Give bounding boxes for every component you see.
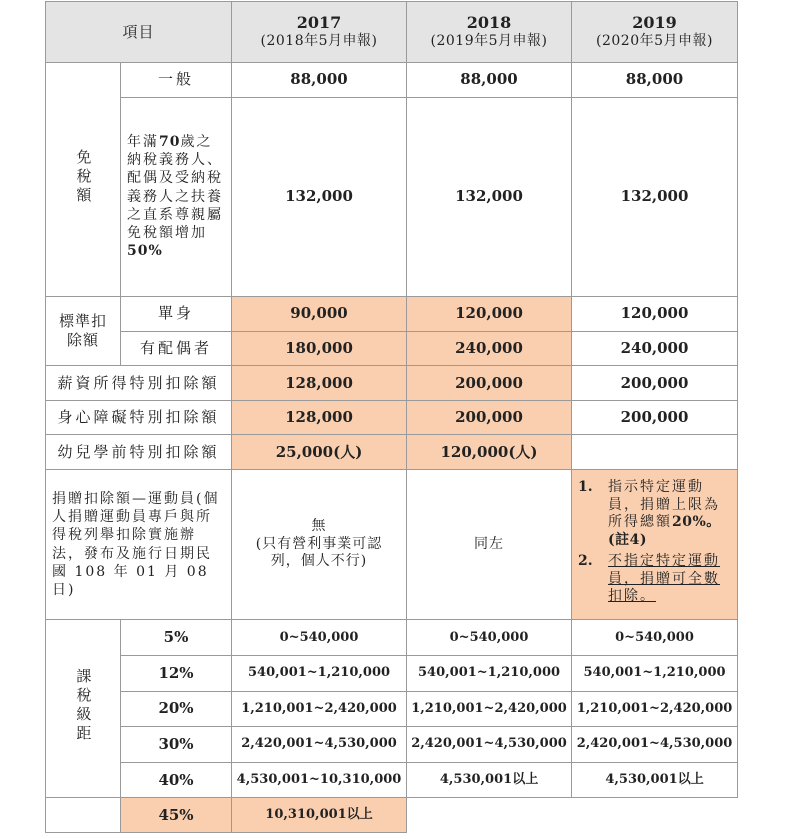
standard-single-label: 單身 xyxy=(121,296,232,331)
donation-2017-note: (只有營利事業可認列，個人不行) xyxy=(255,535,383,570)
bracket-row-top xyxy=(46,798,738,833)
bracket-row xyxy=(46,655,738,691)
disability-2018: 200,000 xyxy=(407,400,572,435)
standard-married-row xyxy=(46,331,738,366)
standard-single-2019: 120,000 xyxy=(572,296,738,331)
bracket-2019: 540,001~1,210,000 xyxy=(572,655,738,691)
disability-row xyxy=(46,400,738,435)
donation-2017-main: 無 xyxy=(311,518,327,535)
bracket-row xyxy=(46,691,738,727)
bracket-2018: 0~540,000 xyxy=(407,620,572,656)
standard-married-label: 有配偶者 xyxy=(121,331,232,366)
salary-2017: 128,000 xyxy=(232,366,407,401)
donation-label: 捐贈扣除額—運動員(個人捐贈運動員專戶與所得稅列舉扣除實施辦法，發布及施行日期民國 108 年 01 月 08 日) xyxy=(46,469,232,620)
preschool-2018: 120,000(人) xyxy=(407,435,572,470)
bracket-row xyxy=(46,727,738,763)
exemption-general-2018: 88,000 xyxy=(407,63,572,98)
bracket-row xyxy=(46,620,738,656)
header-item: 項目 xyxy=(46,2,232,63)
filing-2017: (2018年5月申報) xyxy=(260,33,378,50)
preschool-2019 xyxy=(572,435,738,470)
salary-2018: 200,000 xyxy=(407,366,572,401)
exemption-group-label: 免稅額 xyxy=(46,63,121,297)
disability-label: 身心障礙特別扣除額 xyxy=(46,400,232,435)
bracket-2019: 0~540,000 xyxy=(572,620,738,656)
exemption-elderly-2017: 132,000 xyxy=(232,97,407,296)
bracket-2018: 2,420,001~4,530,000 xyxy=(407,727,572,763)
tax-comparison-table xyxy=(45,1,738,833)
bracket-2019: 4,530,001以上 xyxy=(572,762,738,798)
bracket-2017: 10,310,001以上 xyxy=(232,798,407,833)
bracket-2018: 4,530,001以上 xyxy=(407,762,572,798)
bracket-empty xyxy=(407,798,738,833)
header-2019 xyxy=(572,2,738,63)
donation-row xyxy=(46,469,738,620)
exemption-elderly-2019: 132,000 xyxy=(572,97,738,296)
exemption-elderly-label: 年滿70歲之納稅義務人、配偶及受納稅義務人之扶養之直系尊親屬免稅額增加50% xyxy=(121,97,232,296)
year-2017: 2017 xyxy=(296,13,342,33)
bracket-2017: 540,001~1,210,000 xyxy=(232,655,407,691)
donation-2017 xyxy=(232,469,407,620)
header-2018 xyxy=(407,2,572,63)
bracket-rate: 5% xyxy=(121,620,232,656)
standard-married-2019: 240,000 xyxy=(572,331,738,366)
preschool-label: 幼兒學前特別扣除額 xyxy=(46,435,232,470)
bracket-2018: 540,001~1,210,000 xyxy=(407,655,572,691)
salary-label: 薪資所得特別扣除額 xyxy=(46,366,232,401)
year-2018: 2018 xyxy=(466,13,512,33)
brackets-group-label: 課稅級距 xyxy=(46,620,121,798)
bracket-2018: 1,210,001~2,420,000 xyxy=(407,691,572,727)
standard-married-2018: 240,000 xyxy=(407,331,572,366)
disability-2019: 200,000 xyxy=(572,400,738,435)
header-row xyxy=(46,2,738,63)
bracket-rate: 30% xyxy=(121,727,232,763)
bracket-2019: 1,210,001~2,420,000 xyxy=(572,691,738,727)
year-2019: 2019 xyxy=(632,13,677,33)
preschool-2017: 25,000(人) xyxy=(232,435,407,470)
exemption-elderly-row xyxy=(46,97,738,296)
exemption-elderly-2018: 132,000 xyxy=(407,97,572,296)
salary-row xyxy=(46,366,738,401)
exemption-general-2019: 88,000 xyxy=(572,63,738,98)
filing-2018: (2019年5月申報) xyxy=(430,33,548,50)
bracket-2017: 2,420,001~4,530,000 xyxy=(232,727,407,763)
bracket-2019: 2,420,001~4,530,000 xyxy=(572,727,738,763)
donation-2019 xyxy=(572,469,738,620)
standard-married-2017: 180,000 xyxy=(232,331,407,366)
bracket-rate: 20% xyxy=(121,691,232,727)
donation-2019-item: 2. 不指定特定運動員，捐贈可全數扣除。 xyxy=(578,553,721,605)
donation-2018: 同左 xyxy=(407,469,572,620)
standard-single-row xyxy=(46,296,738,331)
exemption-general-label: 一般 xyxy=(121,63,232,98)
exemption-general-row xyxy=(46,63,738,98)
standard-single-2017: 90,000 xyxy=(232,296,407,331)
disability-2017: 128,000 xyxy=(232,400,407,435)
salary-2019: 200,000 xyxy=(572,366,738,401)
bracket-row xyxy=(46,762,738,798)
standard-group-label: 標準扣除額 xyxy=(46,296,121,365)
bracket-rate: 40% xyxy=(121,762,232,798)
bracket-2017: 0~540,000 xyxy=(232,620,407,656)
donation-2019-item: 1. 指示特定運動員，捐贈上限為所得總額20%。(註4) xyxy=(578,479,721,548)
filing-2019: (2020年5月申報) xyxy=(596,33,713,50)
bracket-2017: 1,210,001~2,420,000 xyxy=(232,691,407,727)
standard-single-2018: 120,000 xyxy=(407,296,572,331)
preschool-row xyxy=(46,435,738,470)
bracket-2017: 4,530,001~10,310,000 xyxy=(232,762,407,798)
bracket-spacer xyxy=(46,798,121,833)
bracket-rate: 45% xyxy=(121,798,232,833)
header-2017 xyxy=(232,2,407,63)
exemption-general-2017: 88,000 xyxy=(232,63,407,98)
bracket-rate: 12% xyxy=(121,655,232,691)
